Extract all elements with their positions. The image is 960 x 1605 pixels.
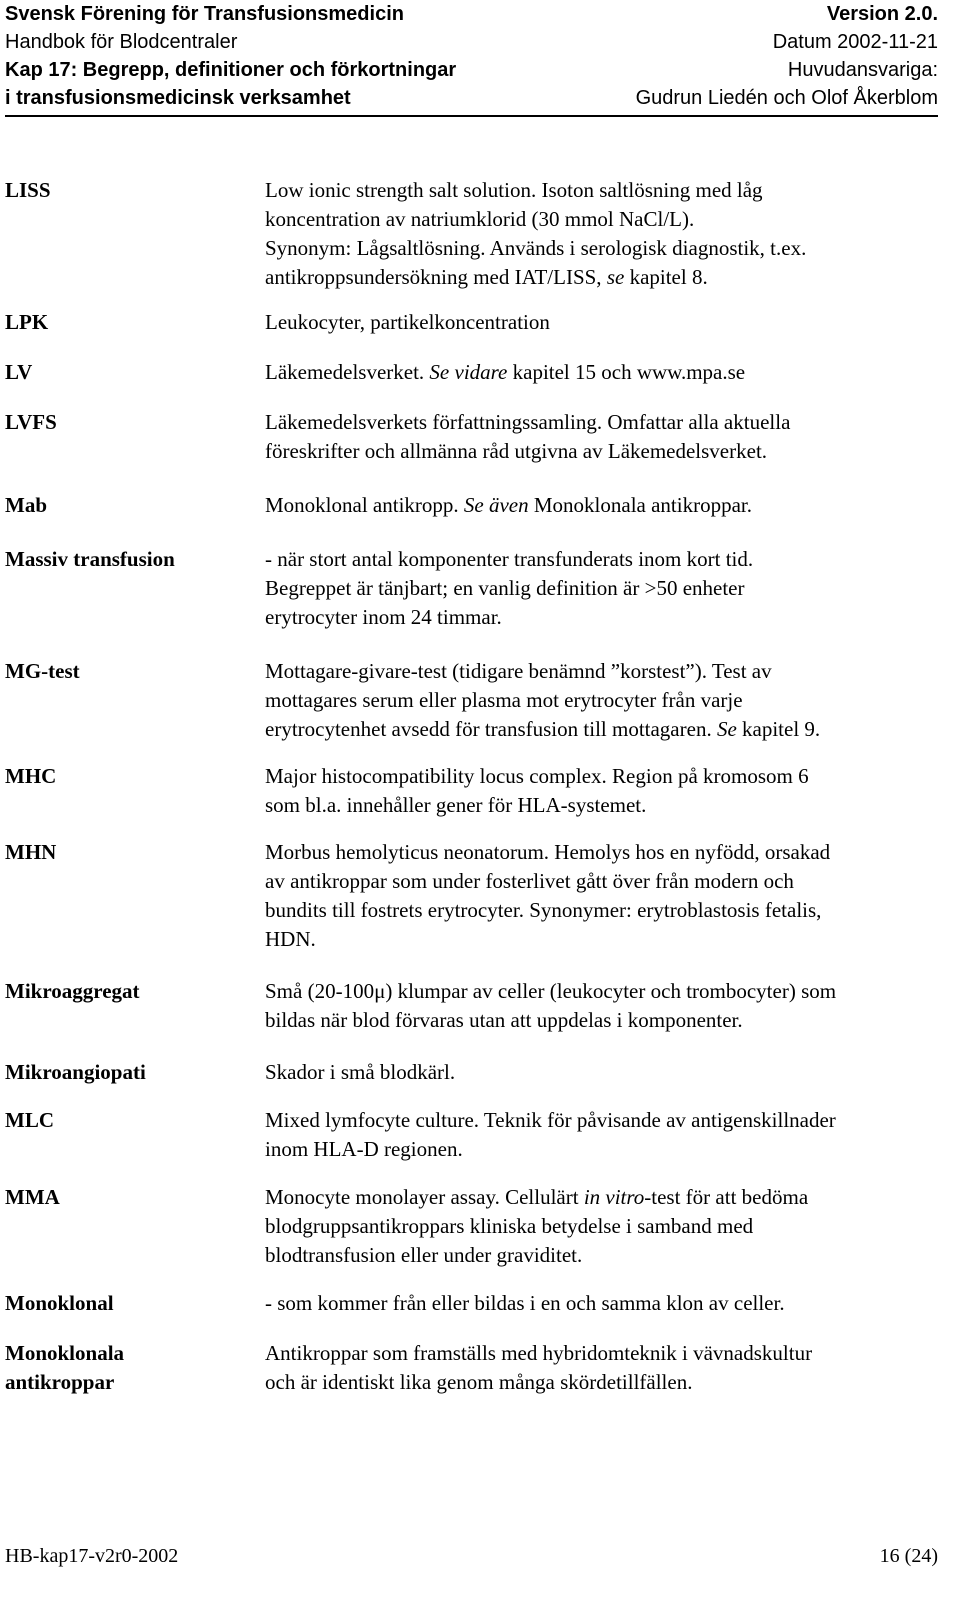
- definition-line: [265, 176, 938, 205]
- definition-text: - när stort antal komponenter transfunderats inom kort tid.: [265, 547, 754, 571]
- glossary-term-line: antikroppar: [5, 1370, 115, 1394]
- glossary-list: [5, 176, 938, 1417]
- glossary-term: [5, 176, 265, 292]
- definition-text: antikroppsundersökning med IAT/LISS,: [265, 265, 607, 289]
- glossary-term-line: Mab: [5, 493, 47, 517]
- definition-text: mottagares serum eller plasma mot erytrocyter från varje: [265, 688, 743, 712]
- glossary-term: [5, 977, 265, 1035]
- glossary-entry: [5, 762, 938, 820]
- definition-line: [265, 686, 938, 715]
- definition-text: erytrocytenhet avsedd för transfusion till mottagaren.: [265, 717, 717, 741]
- glossary-entry: [5, 1058, 938, 1087]
- glossary-definition: [265, 1289, 938, 1318]
- definition-line: [265, 925, 938, 954]
- glossary-term: [5, 1339, 265, 1397]
- italic-text: Se vidare: [429, 360, 508, 384]
- glossary-definition: [265, 762, 938, 820]
- definition-text: erytrocyter inom 24 timmar.: [265, 605, 502, 629]
- definition-line: [265, 657, 938, 686]
- definition-text: Skador i små blodkärl.: [265, 1060, 456, 1084]
- definition-line: [265, 977, 938, 1006]
- glossary-term: [5, 1058, 265, 1087]
- glossary-term: [5, 838, 265, 954]
- italic-text: se: [606, 265, 625, 289]
- definition-line: [265, 205, 938, 234]
- glossary-term: [5, 491, 265, 520]
- page-number: 16 (24): [879, 1545, 938, 1567]
- definition-line: [265, 791, 938, 820]
- definition-text: Mixed lymfocyte culture. Teknik för påvisande av antigenskillnader: [265, 1108, 836, 1132]
- header-row-3: [5, 56, 938, 84]
- definition-text: Synonym: Lågsaltlösning. Används i serologisk diagnostik, t.ex.: [265, 236, 807, 260]
- responsible-label: Huvudansvariga:: [787, 59, 938, 81]
- glossary-term-line: LPK: [5, 310, 49, 334]
- definition-text: -test för att bedöma: [644, 1185, 809, 1209]
- definition-line: [265, 603, 938, 632]
- glossary-term-line: Mikroangiopati: [5, 1060, 146, 1084]
- definition-text: av antikroppar som under fosterlivet gått över från modern och: [265, 869, 794, 893]
- definition-text: bildas när blod förvaras utan att uppdelas i komponenter.: [265, 1008, 743, 1032]
- glossary-term: [5, 408, 265, 466]
- glossary-definition: [265, 176, 938, 292]
- definition-line: [265, 1368, 938, 1397]
- header-row-4: [5, 84, 938, 112]
- definition-text: Leukocyter, partikelkoncentration: [265, 310, 550, 334]
- glossary-entry: [5, 977, 938, 1035]
- definition-line: [265, 1212, 938, 1241]
- glossary-term-line: MMA: [5, 1185, 60, 1209]
- definition-line: [265, 574, 938, 603]
- glossary-term: [5, 1106, 265, 1164]
- definition-line: [265, 545, 938, 574]
- italic-text: Se: [716, 717, 737, 741]
- definition-line: [265, 408, 938, 437]
- definition-text: föreskrifter och allmänna råd utgivna av Läkemedelsverket.: [265, 439, 768, 463]
- definition-line: [265, 1106, 938, 1135]
- document-version: Version 2.0.: [826, 3, 938, 25]
- header-row-2: [5, 28, 938, 56]
- glossary-definition: [265, 308, 938, 337]
- definition-text: koncentration av natriumklorid (30 mmol NaCl/L).: [265, 207, 695, 231]
- glossary-term: [5, 762, 265, 820]
- glossary-term-line: MHC: [5, 764, 57, 788]
- glossary-term: [5, 657, 265, 744]
- glossary-definition: [265, 545, 938, 632]
- definition-text: Low ionic strength salt solution. Isoton saltlösning med låg: [265, 178, 763, 202]
- definition-line: [265, 762, 938, 791]
- chapter-title-line-2: i transfusionsmedicinsk verksamhet: [5, 87, 351, 109]
- glossary-term-line: MHN: [5, 840, 57, 864]
- definition-line: [265, 1241, 938, 1270]
- definition-line: [265, 1183, 938, 1212]
- glossary-term: [5, 358, 265, 387]
- definition-text: blodgruppsantikroppars kliniska betydelse i samband med: [265, 1214, 754, 1238]
- definition-text: HDN.: [265, 927, 316, 951]
- glossary-term: [5, 1289, 265, 1318]
- definition-text: Monoklonala antikroppar.: [528, 493, 752, 517]
- glossary-definition: [265, 977, 938, 1035]
- definition-line: [265, 437, 938, 466]
- header-row-1: [5, 0, 938, 28]
- glossary-entry: [5, 176, 938, 292]
- glossary-term: [5, 1183, 265, 1270]
- definition-line: [265, 1135, 938, 1164]
- definition-text: kapitel 15 och www.mpa.se: [507, 360, 746, 384]
- definition-text: Begreppet är tänjbart; en vanlig definition är >50 enheter: [265, 576, 745, 600]
- definition-text: som bl.a. innehåller gener för HLA-systemet.: [265, 793, 647, 817]
- glossary-entry: [5, 408, 938, 466]
- glossary-entry: [5, 838, 938, 954]
- definition-line: [265, 1058, 938, 1087]
- glossary-entry: [5, 545, 938, 632]
- glossary-term: [5, 545, 265, 632]
- definition-line: [265, 263, 938, 292]
- definition-line: [265, 358, 938, 387]
- definition-text: Monocyte monolayer assay. Cellulärt: [265, 1185, 584, 1209]
- glossary-entry: [5, 1289, 938, 1318]
- glossary-term-line: Mikroaggregat: [5, 979, 140, 1003]
- glossary-definition: [265, 358, 938, 387]
- italic-text: Se även: [463, 493, 529, 517]
- glossary-term-line: MG-test: [5, 659, 80, 683]
- definition-text: Små (20-100μ) klumpar av celler (leukocyter och trombocyter) som: [265, 979, 837, 1003]
- definition-text: Major histocompatibility locus complex. Region på kromosom 6: [265, 764, 809, 788]
- definition-text: inom HLA-D regionen.: [265, 1137, 463, 1161]
- glossary-entry: [5, 358, 938, 387]
- glossary-entry: [5, 1339, 938, 1397]
- definition-text: Läkemedelsverket.: [265, 360, 430, 384]
- glossary-definition: [265, 838, 938, 954]
- glossary-term-line: Monoklonala: [5, 1341, 125, 1365]
- definition-line: [265, 1289, 938, 1318]
- glossary-entry: [5, 1183, 938, 1270]
- glossary-term-line: LVFS: [5, 410, 57, 434]
- glossary-term-line: LV: [5, 360, 33, 384]
- document-id: HB-kap17-v2r0-2002: [5, 1545, 179, 1567]
- definition-text: Monoklonal antikropp.: [265, 493, 464, 517]
- glossary-term-line: Massiv transfusion: [5, 547, 175, 571]
- glossary-definition: [265, 1106, 938, 1164]
- definition-text: bundits till fostrets erytrocyter. Synonymer: erytroblastosis fetalis,: [265, 898, 822, 922]
- glossary-term: [5, 308, 265, 337]
- glossary-entry: [5, 491, 938, 520]
- definition-text: kapitel 9.: [736, 717, 821, 741]
- page-header: [5, 0, 938, 117]
- glossary-term-line: Monoklonal: [5, 1291, 114, 1315]
- definition-line: [265, 1006, 938, 1035]
- glossary-definition: [265, 1339, 938, 1397]
- glossary-definition: [265, 1058, 938, 1087]
- definition-text: Läkemedelsverkets författningssamling. Omfattar alla aktuella: [265, 410, 791, 434]
- glossary-definition: [265, 491, 938, 520]
- glossary-term-line: LISS: [5, 178, 51, 202]
- definition-line: [265, 1339, 938, 1368]
- definition-text: - som kommer från eller bildas i en och samma klon av celler.: [265, 1291, 785, 1315]
- definition-line: [265, 234, 938, 263]
- definition-line: [265, 715, 938, 744]
- italic-text: in vitro: [583, 1185, 645, 1209]
- glossary-entry: [5, 657, 938, 744]
- definition-text: och är identiskt lika genom många skördetillfällen.: [265, 1370, 693, 1394]
- handbook-title: Handbok för Blodcentraler: [5, 31, 238, 53]
- document-date: Datum 2002-11-21: [772, 31, 938, 53]
- definition-line: [265, 867, 938, 896]
- page-footer: [5, 1542, 938, 1570]
- chapter-title-line-1: Kap 17: Begrepp, definitioner och förkortningar: [5, 59, 457, 81]
- glossary-definition: [265, 1183, 938, 1270]
- glossary-entry: [5, 1106, 938, 1164]
- glossary-entry: [5, 308, 938, 337]
- glossary-definition: [265, 408, 938, 466]
- organization-name: Svensk Förening för Transfusionsmedicin: [5, 3, 404, 25]
- definition-line: [265, 838, 938, 867]
- definition-text: blodtransfusion eller under graviditet.: [265, 1243, 583, 1267]
- definition-text: Morbus hemolyticus neonatorum. Hemolys hos en nyfödd, orsakad: [265, 840, 831, 864]
- definition-line: [265, 308, 938, 337]
- definition-line: [265, 896, 938, 925]
- responsible-names: Gudrun Liedén och Olof Åkerblom: [635, 87, 938, 109]
- definition-line: [265, 491, 938, 520]
- definition-text: Antikroppar som framställs med hybridomteknik i vävnadskultur: [265, 1341, 813, 1365]
- definition-text: kapitel 8.: [624, 265, 708, 289]
- definition-text: Mottagare-givare-test (tidigare benämnd ”korstest”). Test av: [265, 659, 772, 683]
- glossary-definition: [265, 657, 938, 744]
- glossary-term-line: MLC: [5, 1108, 54, 1132]
